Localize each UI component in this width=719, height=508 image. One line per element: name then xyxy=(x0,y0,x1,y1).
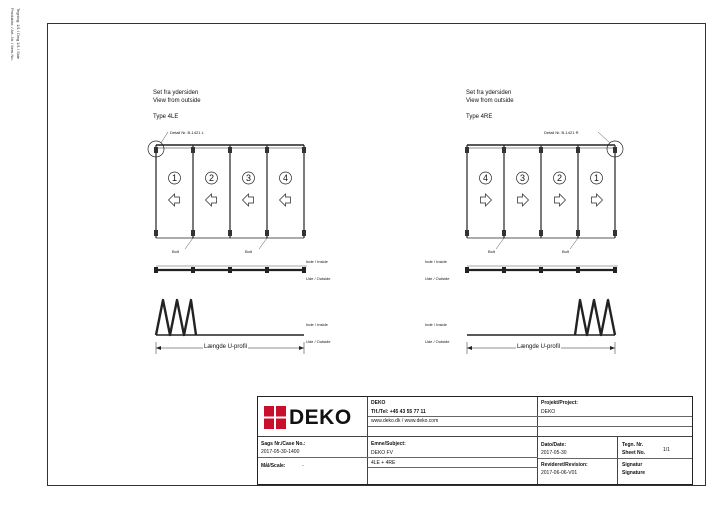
company-cell xyxy=(368,397,538,437)
right-plan-closed-joint-1 xyxy=(502,267,506,273)
logo-cell xyxy=(258,397,368,437)
left-inside-label-2: Inde / Inside xyxy=(306,322,328,327)
left-dimension-arrow-right xyxy=(299,346,304,350)
title-block xyxy=(257,396,693,485)
scale-value: - xyxy=(302,463,304,469)
right-outside-label-2: Ude / Outside xyxy=(425,339,450,344)
sheet-cell xyxy=(618,437,692,484)
subject-line-1: DEKO FV xyxy=(371,450,393,456)
left-outside-label-1: Ude / Outside xyxy=(306,276,331,281)
right-view-label-da: Set fra ydersiden xyxy=(466,90,512,96)
right-panel-number-1: 3 xyxy=(519,173,526,183)
right-hinge-bottom-1 xyxy=(502,230,506,236)
right-hinge-top-0 xyxy=(465,147,469,153)
sheet-no-label: Sheet No. xyxy=(622,450,646,456)
right-view-label-en: View from outside xyxy=(466,98,514,104)
company-name: DEKO xyxy=(371,400,386,406)
right-panel-number-2: 2 xyxy=(556,173,563,183)
left-slide-arrow-1 xyxy=(206,194,217,206)
right-bolt-label-2: Bolt xyxy=(562,249,569,254)
left-slide-arrow-3 xyxy=(280,194,291,206)
left-panel-number-0: 1 xyxy=(171,173,178,183)
subject-cell xyxy=(368,437,538,484)
left-panel-number-1: 2 xyxy=(208,173,215,183)
revision-value: 2017-06-06-V01 xyxy=(541,470,578,476)
margin-note-line-2: Tegning: 1/1 / Dwg 1/1 / Side xyxy=(16,8,21,60)
signature-label-en: Signature xyxy=(622,470,646,476)
right-hinge-bottom-2 xyxy=(539,230,543,236)
left-plan-closed-joint-4 xyxy=(302,267,306,273)
left-bolt-label-2: Bolt xyxy=(245,249,252,254)
right-bolt-label-1: Bolt xyxy=(488,249,495,254)
right-slide-arrow-1 xyxy=(518,194,529,206)
left-folded-panels xyxy=(156,300,196,335)
right-hinge-top-1 xyxy=(502,147,506,153)
left-plan-closed-joint-3 xyxy=(265,267,269,273)
left-dimension-label: Længde U-profil xyxy=(204,344,248,350)
company-web: www.deko.dk / www.deko.com xyxy=(371,418,439,424)
left-detail-label: Detail Nr. B-1421 L xyxy=(170,130,204,135)
right-bolt-leader-1 xyxy=(496,238,504,249)
right-outside-label-1: Ude / Outside xyxy=(425,276,450,281)
case-header: Sags Nr./Case No.: xyxy=(261,441,306,447)
left-type-label: Type 4LE xyxy=(153,114,179,120)
right-inside-label-2: Inde / Inside xyxy=(425,322,447,327)
left-dimension-arrow-left xyxy=(156,346,161,350)
right-hinge-top-2 xyxy=(539,147,543,153)
right-hinge-bottom-3 xyxy=(576,230,580,236)
right-slide-arrow-3 xyxy=(592,194,603,206)
left-bolt-leader-1 xyxy=(185,238,193,249)
left-plan-closed-joint-0 xyxy=(154,267,158,273)
right-dimension-arrow-right xyxy=(610,346,615,350)
left-hinge-bottom-1 xyxy=(191,230,195,236)
right-folded-panels xyxy=(575,300,615,335)
left-bolt-leader-2 xyxy=(259,238,267,249)
case-cell xyxy=(258,437,368,484)
left-hinge-top-1 xyxy=(191,147,195,153)
left-view-label-en: View from outside xyxy=(153,98,201,104)
right-dimension-label: Længde U-profil xyxy=(517,344,561,350)
left-bolt-label-1: Bolt xyxy=(172,249,179,254)
project-cell xyxy=(538,397,692,437)
left-hinge-top-3 xyxy=(265,147,269,153)
margin-note-line-1: Produktnr. / Art.-Nr. / Item-No. xyxy=(10,8,15,61)
revision-header: Revideret/Revision: xyxy=(541,462,588,468)
date-header: Dato/Date: xyxy=(541,442,567,448)
right-type-label: Type 4RE xyxy=(466,114,493,120)
right-plan-closed-joint-4 xyxy=(613,267,617,273)
left-detail-leader xyxy=(161,132,168,143)
left-hinge-bottom-2 xyxy=(228,230,232,236)
left-slide-arrow-2 xyxy=(243,194,254,206)
logo-text: DEKO xyxy=(289,406,352,429)
sheet-value: 1/1 xyxy=(663,447,670,453)
right-detail-leader xyxy=(598,132,610,143)
date-value: 2017-05-30 xyxy=(541,450,567,456)
left-view-label-da: Set fra ydersiden xyxy=(153,90,199,96)
right-hinge-top-3 xyxy=(576,147,580,153)
right-inside-label-1: Inde / Inside xyxy=(425,259,447,264)
right-hinge-top-4 xyxy=(613,147,617,153)
date-cell xyxy=(538,437,618,484)
right-dimension-arrow-left xyxy=(467,346,472,350)
left-outside-label-2: Ude / Outside xyxy=(306,339,331,344)
left-hinge-bottom-0 xyxy=(154,230,158,236)
drawing-no-label: Tegn. Nr. xyxy=(622,442,644,448)
left-hinge-bottom-4 xyxy=(302,230,306,236)
right-plan-closed-joint-2 xyxy=(539,267,543,273)
case-value: 2017-05-30-1400 xyxy=(261,449,300,455)
left-hinge-top-2 xyxy=(228,147,232,153)
right-hinge-bottom-0 xyxy=(465,230,469,236)
company-phone: Tlf./Tel: +45 43 55 77 11 xyxy=(371,409,426,415)
right-bolt-leader-2 xyxy=(570,238,578,249)
project-header: Projekt/Project: xyxy=(541,400,578,406)
right-panel-number-0: 4 xyxy=(482,173,489,183)
right-slide-arrow-0 xyxy=(481,194,492,206)
left-panel-number-2: 3 xyxy=(245,173,252,183)
subject-line-2: 4LE + 4RE xyxy=(371,460,396,466)
left-plan-closed-joint-1 xyxy=(191,267,195,273)
right-plan-closed-joint-0 xyxy=(465,267,469,273)
left-hinge-top-4 xyxy=(302,147,306,153)
right-plan-closed-joint-3 xyxy=(576,267,580,273)
right-hinge-bottom-4 xyxy=(613,230,617,236)
left-inside-label-1: Inde / Inside xyxy=(306,259,328,264)
right-slide-arrow-2 xyxy=(555,194,566,206)
subject-header: Emne/Subject: xyxy=(371,441,406,447)
left-hinge-bottom-3 xyxy=(265,230,269,236)
signature-label-da: Signatur xyxy=(622,462,643,468)
left-hinge-top-0 xyxy=(154,147,158,153)
left-slide-arrow-0 xyxy=(169,194,180,206)
right-detail-label: Detail Nr. B-1421 R xyxy=(544,130,579,135)
project-value: DEKO xyxy=(541,409,556,415)
left-plan-closed-joint-2 xyxy=(228,267,232,273)
scale-label: Mål/Scale: xyxy=(261,463,286,469)
right-panel-number-3: 1 xyxy=(593,173,600,183)
left-panel-number-3: 4 xyxy=(282,173,289,183)
